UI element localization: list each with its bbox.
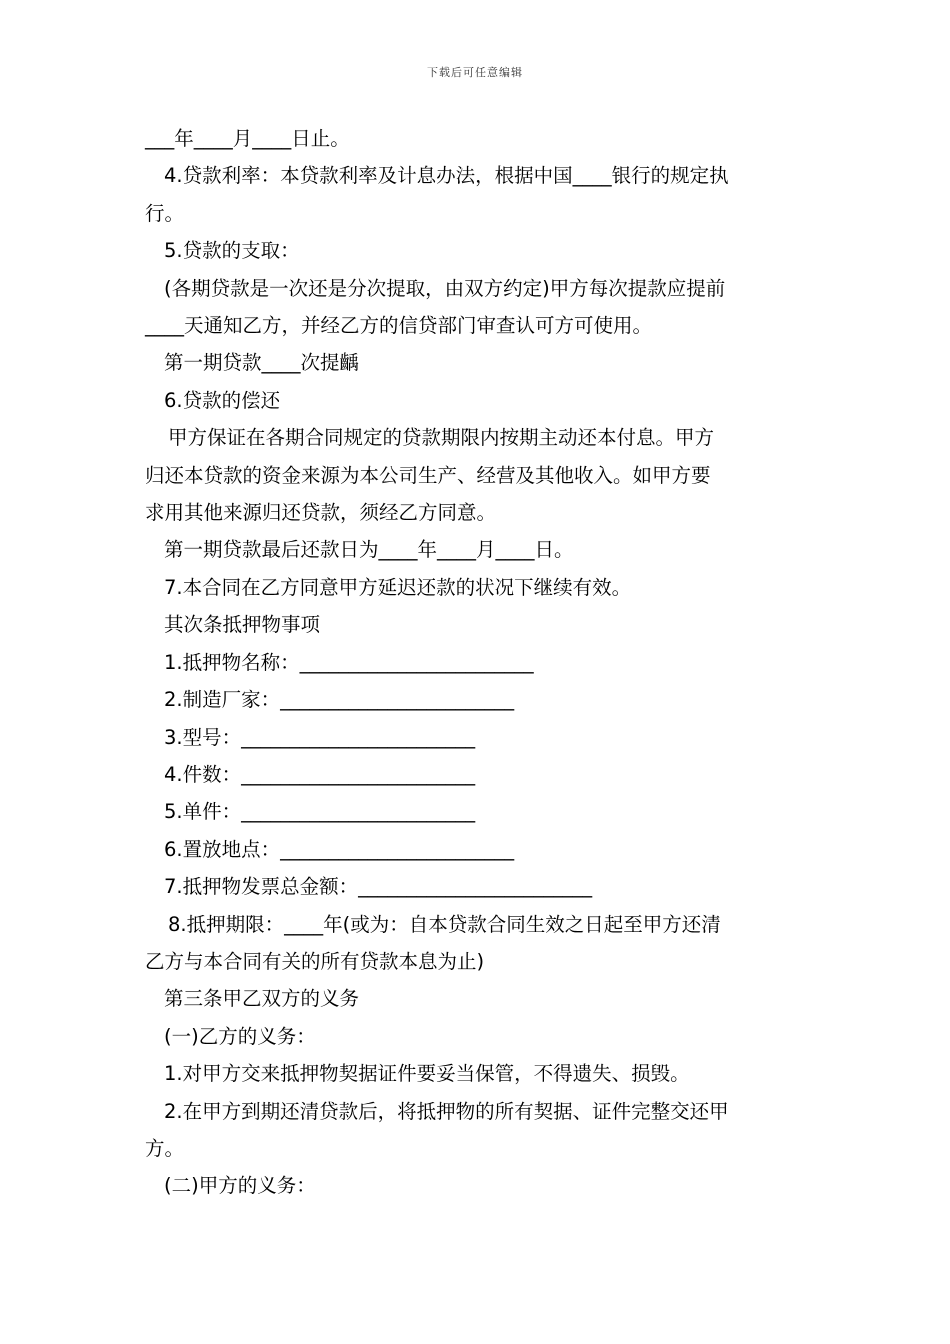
- clause-6-continuation-2: 求用其他来源归还贷款，须经乙方同意。: [145, 501, 497, 525]
- page-header: 下载后可任意编辑: [427, 66, 523, 79]
- last-repayment-date-line: 第一期贷款最后还款日为____年____月____日。: [164, 538, 574, 562]
- collateral-name-field: 1.抵押物名称：________________________: [164, 650, 534, 674]
- manufacturer-field: 2.制造厂家：________________________: [164, 688, 515, 712]
- party-b-obligations-heading: (一)乙方的义务：: [164, 1024, 316, 1048]
- document-body: [145, 120, 810, 1205]
- party-b-obligation-2: 2.在甲方到期还清贷款后，将抵押物的所有契据、证件完整交还甲: [164, 1099, 729, 1123]
- clause-4-interest-rate: 4.贷款利率：本贷款利率及计息办法，根据中国____银行的规定执: [164, 164, 729, 188]
- invoice-amount-field: 7.抵押物发票总金额：________________________: [164, 875, 593, 899]
- first-installment-line: 第一期贷款____次提齲: [164, 351, 360, 375]
- party-b-obligation-2-continuation: 方。: [145, 1136, 185, 1160]
- unit-field: 5.单件：________________________: [164, 800, 476, 824]
- clause-6-heading: 6.贷款的偿还: [164, 388, 281, 412]
- mortgage-term-line: 8.抵押期限：____年(或为：自本贷款合同生效之日起至甲方还清: [168, 912, 721, 936]
- clause-6-text: 甲方保证在各期合同规定的贷款期限内按期主动还本付息。甲方: [168, 426, 715, 450]
- article-3-heading: 第三条甲乙双方的义务: [164, 987, 360, 1011]
- loan-term-end-line: ___年____月____日止。: [145, 127, 350, 150]
- clause-7-text: 7.本合同在乙方同意甲方延迟还款的状况下继续有效。: [164, 575, 632, 599]
- mortgage-term-continuation: 乙方与本合同有关的所有贷款本息为止): [145, 949, 485, 973]
- clause-5-continuation: ____天通知乙方，并经乙方的信贷部门审查认可方可使用。: [145, 314, 653, 338]
- clause-4-continuation: 行。: [145, 201, 185, 225]
- model-field: 3.型号：________________________: [164, 725, 476, 749]
- clause-6-continuation-1: 归还本贷款的资金来源为本公司生产、经营及其他收入。如甲方要: [145, 463, 711, 487]
- clause-5-text: (各期贷款是一次还是分次提取，由双方约定)甲方每次提款应提前: [164, 276, 726, 300]
- party-b-obligation-1: 1.对甲方交来抵押物契据证件要妥当保管，不得遗失、损毁。: [164, 1062, 690, 1086]
- article-2-heading: 其次条抵押物事项: [164, 613, 321, 637]
- location-field: 6.置放地点：________________________: [164, 837, 515, 861]
- party-a-obligations-heading: (二)甲方的义务：: [164, 1174, 316, 1198]
- quantity-field: 4.件数：________________________: [164, 762, 476, 786]
- clause-5-heading: 5.贷款的支取：: [164, 239, 300, 263]
